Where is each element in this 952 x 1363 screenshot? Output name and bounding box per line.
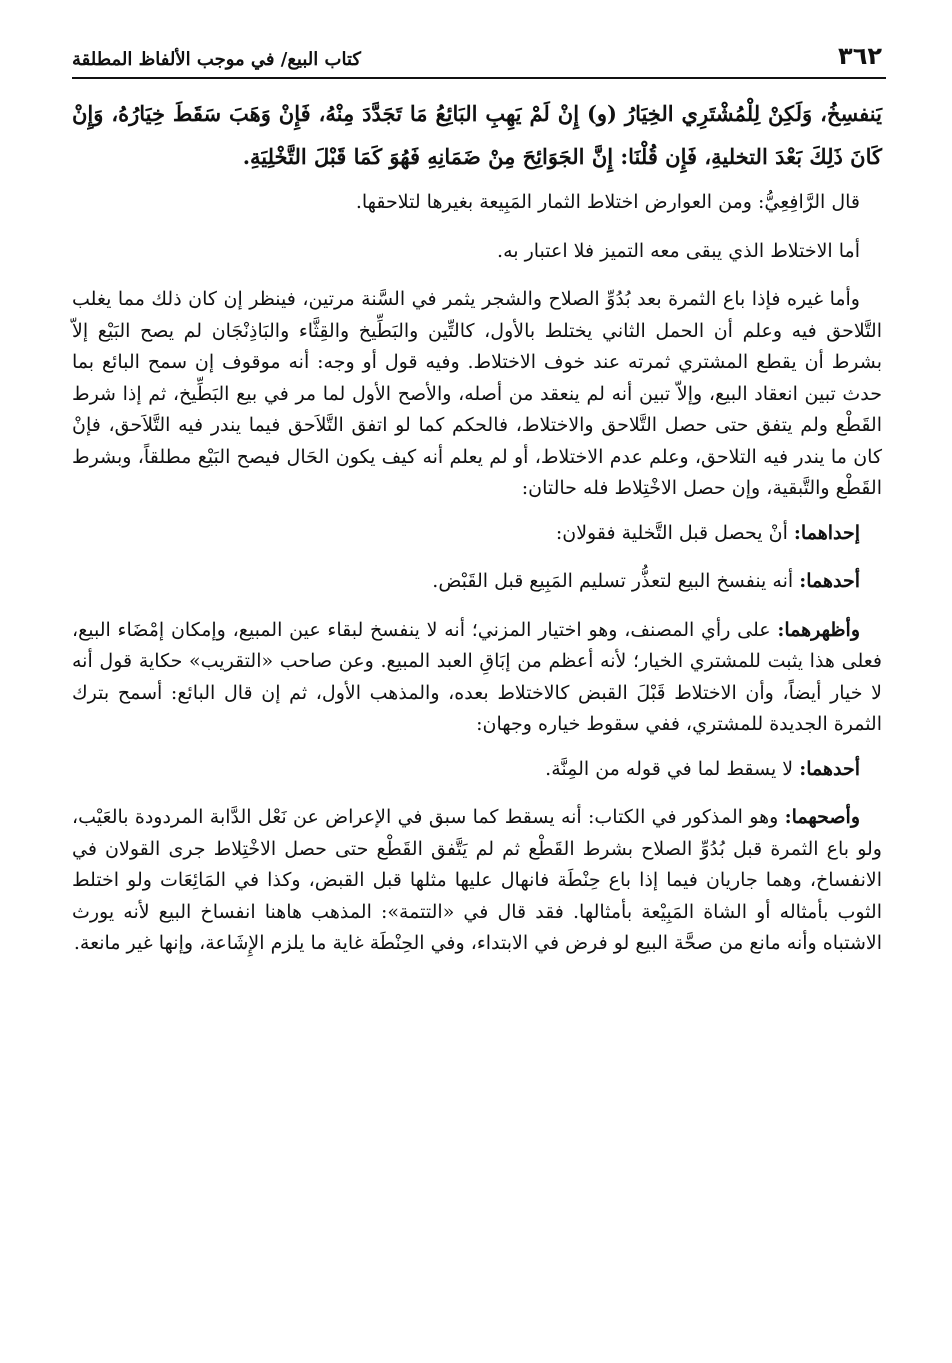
paragraph-text: على رأي المصنف، وهو اختيار المزني؛ أنه لا ينفسخ لبقاء عين المبيع، وإمكان إمْضَاء البيع، فعلى هذا يثبت للمشتري الخيار؛ لأنه أعظم من إبَاقِ العبد المبيع. وعن صاحب «التقريب» حكاية قول أنه لا خيار أيضاً، وأن الاختلاط قَبْلَ القبض كالاختلاط بعده، والمذهب الأول، ثم إن قال البائع: أسمح بترك الثمرة الجديدة للمشتري، ففي سقوط خياره وجهان: (72, 618, 882, 735)
paragraph-text: وأما غيره فإذا باع الثمرة بعد بُدُوِّ الصلاح والشجر يثمر في السَّنة مرتين، فينظر إن كان ذلك مما يغلب التَّلاحق فيه وعلم أن الحمل الثاني يختلط بالأول، كالتِّين والبَطِّيخ والقِثَّاء والبَاذِنْجَان لم يصح البَيْع إلاّ بشرط أن يقطع المشتري ثمرته عند خوف الاختلاط. وفيه قول أو وجه: أنه موقوف إن سمح البائع بما حدث تبين انعقاد البيع، وإلاّ تبين أنه لم ينعقد من أصله، والأصح الأول لما مر في بيع البَطِّيخ، ثم إذا شرط القَطْع ولم يتفق حتى حصل التَّلاحق والاختلاط، فالحكم كما لو اتفق التَّلاَحق فيما يندر فيه التَّلاَحق، فإنْ كان ما يندر فيه التلاحق، وعلم عدم الاختلاط، أو لم يعلم أنه كيف يكون الحَال فيصح البَيْع مطلقاً، وبشرط القَطْع والتَّبقية، وإن حصل الاخْتِلاط فله حالتان: (72, 288, 882, 499)
paragraph-text: يَنفسِخُ، وَلَكِنْ لِلْمُشْتَرِي الخِيَارُ (و) إِنْ لَمْ يَهِبِ البَائِعُ مَا تَجَدَّدَ مِنْهُ، فَإِنْ وَهَبَ سَقَطَ خِيَارُهُ، وَإِنْ كَانَ ذَلِكَ بَعْدَ التخليةِ، فَإِن قُلْنَا: إِنَّ الجَوَائِحَ مِنْ ضَمَانِهِ فَهُوَ كَمَا قَبْلَ التَّخْلِيَةِ. (72, 101, 882, 169)
case-paragraph (72, 518, 882, 550)
paragraph-text: أما الاختلاط الذي يبقى معه التميز فلا اعتبار به. (497, 239, 860, 262)
commentary-intro-paragraph (72, 187, 882, 219)
paragraph-lead: وأصحهما: (784, 806, 860, 828)
commentary-paragraph (72, 236, 882, 268)
page-body (72, 92, 882, 973)
running-header (72, 30, 882, 70)
opinion-paragraph (72, 566, 882, 598)
paragraph-text: وهو المذكور في الكتاب: أنه يسقط كما سبق في الإعراض عن نَعْل الدَّابة المردودة بالعَيْب، ولو باع الثمرة قبل بُدُوِّ الصلاح بشرط القَطْع ثم لم يَتَّفق القَطْع حتى حصل الاخْتِلاط جرى القولان في الانفساخ، وهما جاريان فيما إذا باع حِنْطَة فانهال عليها مثلها قبل القبض، وكذا في المَائِعَات ولو اختلط الثوب بأمثاله أو الشاة المَبِيْعة بأمثالها. فقد قال في «التتمة»: المذهب هاهنا انفساخ البيع لأنه يورث الاشتباه وأنه مانع من صحَّة البيع لو فرض في الابتداء، وفي الحِنْطَة غاية ما يلزم الإِشَاعة، وإنها غير مانعة. (72, 806, 882, 954)
paragraph-text: لا يسقط لما في قوله من المِنَّة. (545, 757, 794, 780)
header-rule (72, 77, 886, 79)
paragraph-lead: وأظهرهما: (777, 618, 860, 641)
running-title: كتاب البيع/ في موجب الألفاظ المطلقة (72, 49, 361, 70)
opinion-paragraph (72, 615, 882, 741)
opinion-paragraph (72, 802, 882, 960)
opinion-paragraph (72, 754, 882, 786)
paragraph-text: أنه ينفسخ البيع لتعذُّر تسليم المَبِيع قبل القَبْض. (432, 570, 794, 592)
paragraph-text: أنْ يحصل قبل التَّخلية فقولان: (555, 521, 788, 544)
page-number: ٣٦٢ (838, 42, 882, 70)
paragraph-lead: أحدهما: (799, 757, 860, 780)
matn-quote-paragraph (72, 92, 882, 178)
commentary-paragraph (72, 284, 882, 505)
paragraph-lead: أحدهما: (799, 570, 860, 592)
paragraph-text: قال الرَّافِعِيُّ: ومن العوارض اختلاط الثمار المَبِيعة بغيرها لتلاحقها. (355, 191, 860, 213)
paragraph-lead: إحداهما: (793, 521, 860, 544)
